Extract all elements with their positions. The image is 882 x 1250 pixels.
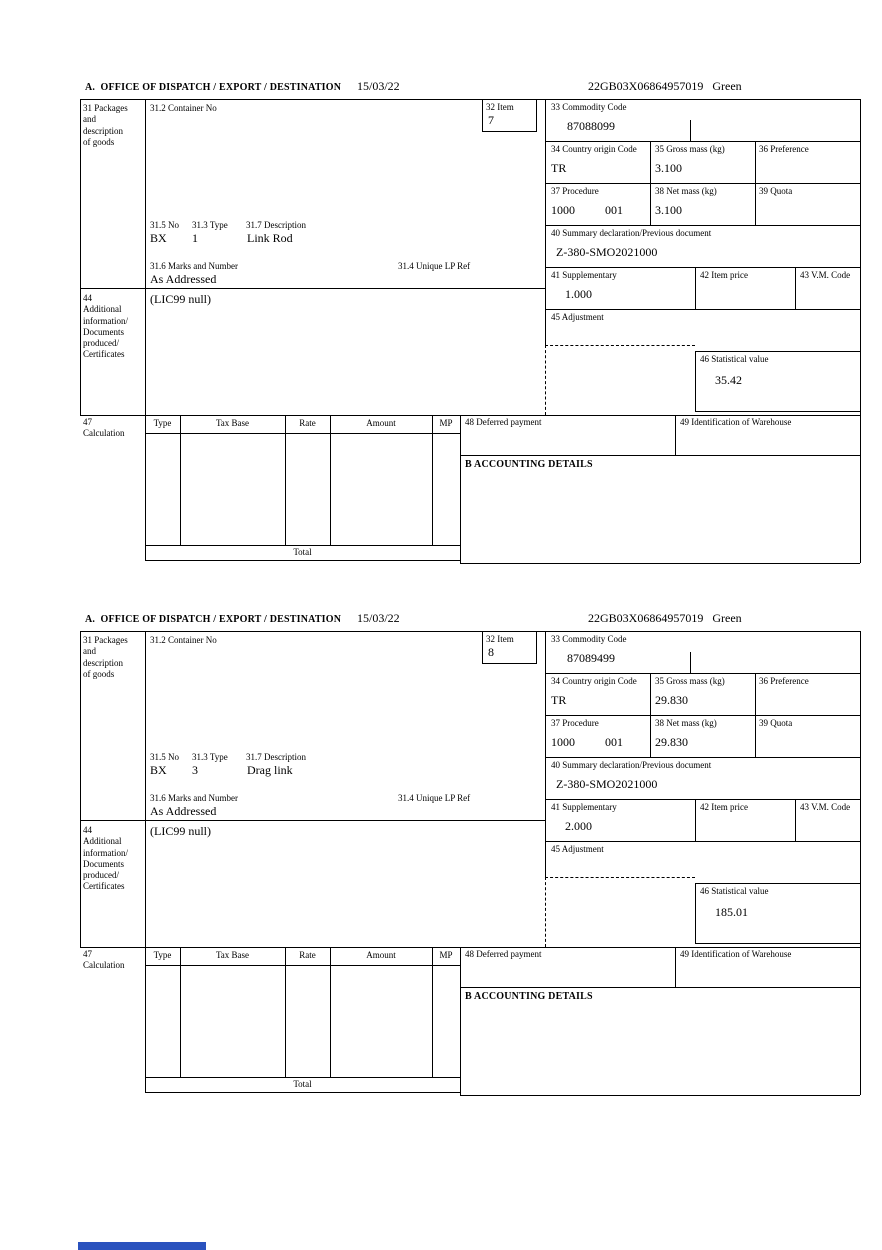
grid-line [80, 288, 545, 289]
net-mass-value: 3.100 [655, 203, 682, 217]
grid-line [860, 99, 861, 563]
grid-line [695, 267, 696, 309]
marks-number-label: 31.6 Marks and Number [150, 793, 238, 803]
goods-description-label: 31.7 Description [246, 220, 306, 230]
calc-header-rate: Rate [299, 418, 316, 428]
grid-line [80, 415, 860, 416]
vm-code-label: 43 V.M. Code [800, 270, 851, 280]
grid-line-dashed [545, 345, 546, 415]
commodity-code-label: 33 Commodity Code [551, 102, 627, 112]
grid-line [460, 1095, 860, 1096]
grid-line [432, 947, 433, 1077]
grid-line [145, 560, 460, 561]
warehouse-id-label: 49 Identification of Warehouse [680, 417, 792, 427]
grid-line [80, 631, 81, 947]
supplementary-label: 41 Supplementary [551, 802, 617, 812]
commodity-code-separator [690, 120, 691, 141]
grid-line [795, 799, 796, 841]
movement-reference: 22GB03X06864957019 Green [588, 611, 742, 625]
calc-header-tax-base: Tax Base [215, 418, 250, 428]
grid-line [650, 141, 651, 225]
net-mass-label: 38 Net mass (kg) [655, 186, 717, 196]
grid-line [145, 631, 146, 1092]
unique-lp-ref-label: 31.4 Unique LP Ref [398, 261, 471, 271]
statistical-value: 35.42 [715, 373, 742, 387]
procedure-extra-value: 001 [605, 203, 623, 217]
additional-information-label: 44 Additional information/ Documents produced/ Certificates [83, 293, 128, 360]
summary-declaration-value: Z-380-SMO2021000 [556, 777, 658, 791]
grid-line [145, 545, 460, 546]
grid-line [460, 415, 461, 563]
bottom-bar-fragment [78, 1242, 206, 1250]
calc-header-amount: Amount [366, 418, 396, 428]
additional-information-value: (LIC99 null) [150, 292, 211, 306]
package-type-value: 1 [192, 231, 198, 245]
deferred-payment-label: 48 Deferred payment [465, 417, 542, 427]
grid-line [460, 563, 860, 564]
container-no-label: 31.2 Container No [150, 103, 217, 113]
declaration-item-section [80, 612, 861, 1104]
summary-declaration-value: Z-380-SMO2021000 [556, 245, 658, 259]
movement-reference: 22GB03X06864957019 Green [588, 79, 742, 93]
quota-label: 39 Quota [759, 186, 793, 196]
goods-description-label: 31.7 Description [246, 752, 306, 762]
gross-mass-value: 29.830 [655, 693, 688, 707]
goods-description-value: Link Rod [247, 231, 293, 245]
grid-line [285, 947, 286, 1077]
packages-description-label: 31 Packages and description of goods [83, 103, 128, 147]
additional-information-value: (LIC99 null) [150, 824, 211, 838]
statistical-value-label: 46 Statistical value [700, 354, 769, 364]
grid-line [545, 715, 860, 716]
calc-header-amount: Amount [366, 950, 396, 960]
grid-line [755, 141, 756, 225]
statistical-value-label: 46 Statistical value [700, 886, 769, 896]
commodity-code-separator [690, 652, 691, 673]
preference-label: 36 Preference [759, 676, 809, 686]
gross-mass-label: 35 Gross mass (kg) [655, 144, 725, 154]
calc-header-type: Type [153, 950, 172, 960]
grid-line [145, 1092, 460, 1093]
grid-line [180, 415, 181, 545]
statistical-value: 185.01 [715, 905, 748, 919]
grid-line [330, 947, 331, 1077]
adjustment-label: 45 Adjustment [551, 312, 604, 322]
country-origin-label: 34 Country origin Code [551, 144, 637, 154]
quota-label: 39 Quota [759, 718, 793, 728]
grid-line [80, 631, 860, 632]
grid-line [695, 799, 696, 841]
container-no-label: 31.2 Container No [150, 635, 217, 645]
commodity-code-value: 87088099 [567, 119, 615, 133]
grid-line [545, 141, 860, 142]
item-number-value: 7 [488, 113, 494, 127]
packages-description-label: 31 Packages and description of goods [83, 635, 128, 679]
gross-mass-label: 35 Gross mass (kg) [655, 676, 725, 686]
procedure-value: 1000 [551, 735, 575, 749]
supplementary-value: 2.000 [565, 819, 592, 833]
grid-line [545, 225, 860, 226]
grid-line [545, 309, 860, 310]
procedure-value: 1000 [551, 203, 575, 217]
item-price-label: 42 Item price [700, 802, 748, 812]
grid-line-dashed [545, 877, 546, 947]
dispatch-date: 15/03/22 [357, 79, 400, 93]
procedure-label: 37 Procedure [551, 718, 599, 728]
grid-line-dashed [545, 345, 695, 346]
grid-line [80, 820, 545, 821]
warehouse-id-label: 49 Identification of Warehouse [680, 949, 792, 959]
country-origin-value: TR [551, 693, 567, 707]
marks-number-label: 31.6 Marks and Number [150, 261, 238, 271]
summary-declaration-label: 40 Summary declaration/Previous document [551, 760, 712, 770]
package-no-value: BX [150, 763, 167, 777]
grid-line [180, 947, 181, 1077]
grid-line [80, 99, 81, 415]
supplementary-label: 41 Supplementary [551, 270, 617, 280]
calculation-label: 47 Calculation [83, 417, 125, 439]
grid-line [460, 947, 461, 1095]
grid-line [650, 673, 651, 757]
grid-line [545, 673, 860, 674]
declaration-item-section [80, 80, 861, 572]
grid-line [545, 183, 860, 184]
package-no-value: BX [150, 231, 167, 245]
office-of-dispatch-label: A. OFFICE OF DISPATCH / EXPORT / DESTINATION [85, 614, 342, 625]
calc-header-tax-base: Tax Base [215, 950, 250, 960]
grid-line [145, 1077, 460, 1078]
marks-value: As Addressed [150, 804, 217, 818]
calc-header-rate: Rate [299, 950, 316, 960]
commodity-code-value: 87089499 [567, 651, 615, 665]
grid-line [545, 267, 860, 268]
supplementary-value: 1.000 [565, 287, 592, 301]
calc-total-label: Total [293, 1079, 312, 1089]
grid-line [545, 757, 860, 758]
package-type-label: 31.3 Type [192, 752, 228, 762]
calc-total-label: Total [293, 547, 312, 557]
calc-header-mp: MP [439, 418, 453, 428]
calc-header-mp: MP [439, 950, 453, 960]
grid-line [675, 947, 676, 987]
unique-lp-ref-label: 31.4 Unique LP Ref [398, 793, 471, 803]
grid-line [330, 415, 331, 545]
grid-line [545, 799, 860, 800]
grid-line [432, 415, 433, 545]
vm-code-label: 43 V.M. Code [800, 802, 851, 812]
deferred-payment-label: 48 Deferred payment [465, 949, 542, 959]
adjustment-label: 45 Adjustment [551, 844, 604, 854]
procedure-extra-value: 001 [605, 735, 623, 749]
item-number-value: 8 [488, 645, 494, 659]
item-number-label: 32 Item [486, 634, 514, 644]
package-no-label: 31.5 No [150, 752, 179, 762]
office-of-dispatch-label: A. OFFICE OF DISPATCH / EXPORT / DESTINATION [85, 82, 342, 93]
grid-line [675, 415, 676, 455]
goods-description-value: Drag link [247, 763, 293, 777]
grid-line [145, 433, 460, 434]
additional-information-label: 44 Additional information/ Documents produced/ Certificates [83, 825, 128, 892]
preference-label: 36 Preference [759, 144, 809, 154]
net-mass-label: 38 Net mass (kg) [655, 718, 717, 728]
grid-line [80, 947, 860, 948]
package-type-value: 3 [192, 763, 198, 777]
grid-line [755, 673, 756, 757]
item-number-label: 32 Item [486, 102, 514, 112]
marks-value: As Addressed [150, 272, 217, 286]
country-origin-value: TR [551, 161, 567, 175]
calc-header-type: Type [153, 418, 172, 428]
country-origin-label: 34 Country origin Code [551, 676, 637, 686]
grid-line-dashed [545, 877, 695, 878]
summary-declaration-label: 40 Summary declaration/Previous document [551, 228, 712, 238]
procedure-label: 37 Procedure [551, 186, 599, 196]
dispatch-date: 15/03/22 [357, 611, 400, 625]
commodity-code-label: 33 Commodity Code [551, 634, 627, 644]
accounting-details-label: B ACCOUNTING DETAILS [465, 991, 593, 1002]
grid-line [145, 99, 146, 560]
accounting-details-label: B ACCOUNTING DETAILS [465, 459, 593, 470]
grid-line [460, 455, 860, 456]
grid-line [545, 841, 860, 842]
calculation-label: 47 Calculation [83, 949, 125, 971]
grid-line [80, 99, 860, 100]
grid-line [460, 987, 860, 988]
grid-line [795, 267, 796, 309]
grid-line [285, 415, 286, 545]
grid-line [145, 965, 460, 966]
package-type-label: 31.3 Type [192, 220, 228, 230]
net-mass-value: 29.830 [655, 735, 688, 749]
package-no-label: 31.5 No [150, 220, 179, 230]
gross-mass-value: 3.100 [655, 161, 682, 175]
item-price-label: 42 Item price [700, 270, 748, 280]
grid-line [860, 631, 861, 1095]
